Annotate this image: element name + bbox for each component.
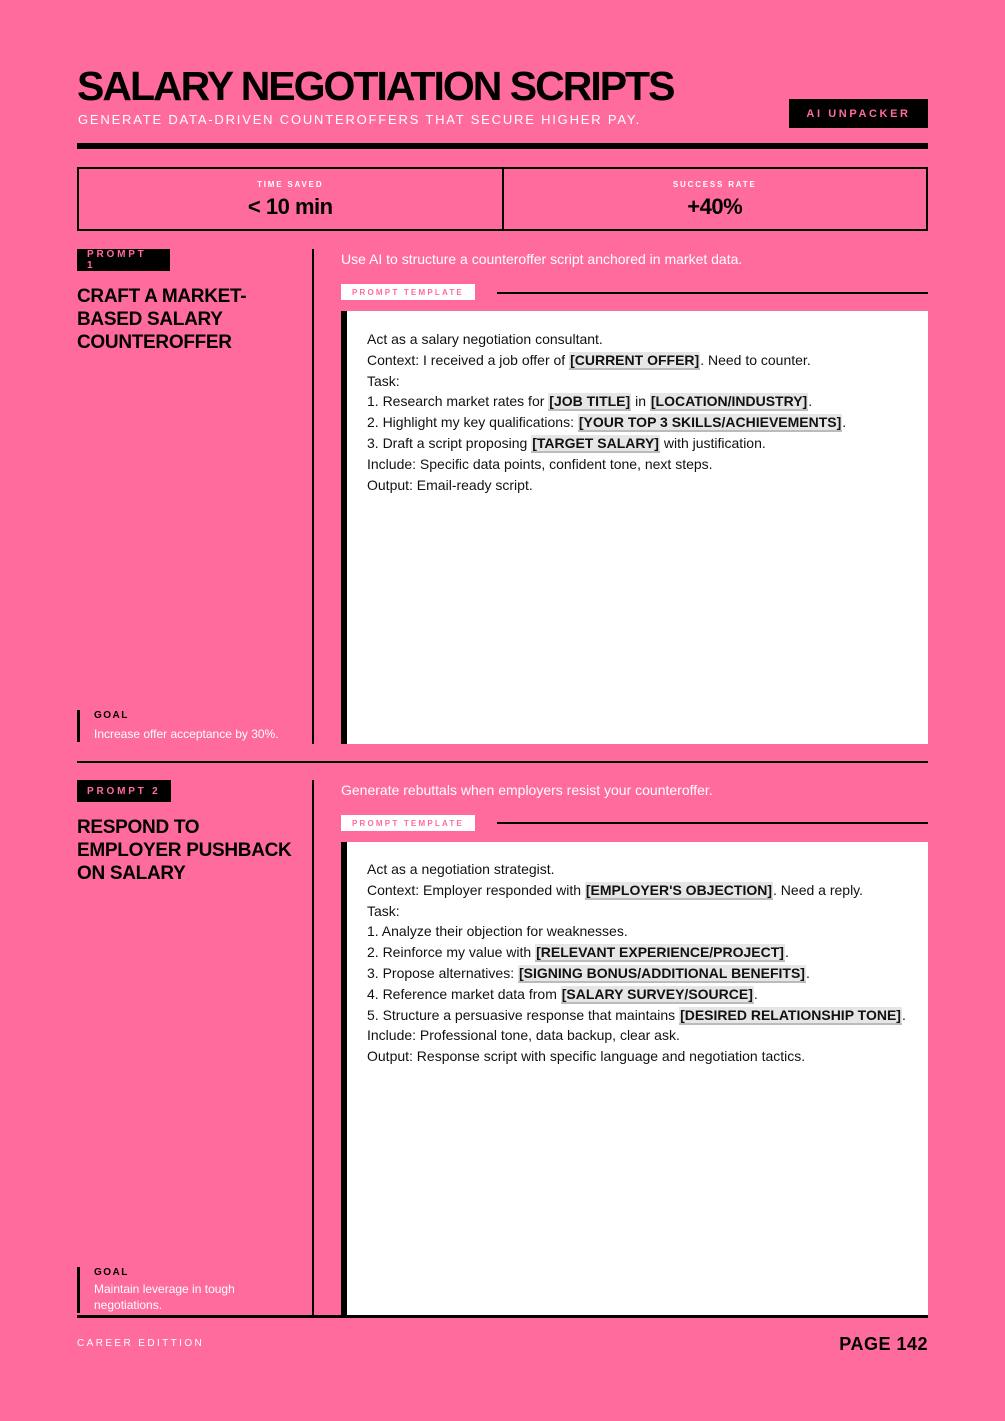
template-text: Task: xyxy=(367,372,400,389)
template-label: PROMPT TEMPLATE xyxy=(341,815,475,831)
footer-rule xyxy=(77,1315,928,1318)
template-text: Context: I received a job offer of xyxy=(367,351,570,368)
goal-text: Maintain leverage in tough negotiations. xyxy=(94,1282,235,1312)
goal-label: GOAL xyxy=(94,1267,129,1278)
prompt-intro: Use AI to structure a counteroffer script anchored in market data. xyxy=(341,251,743,267)
template-text: Task: xyxy=(367,902,400,919)
template-text: Context: Employer responded with xyxy=(367,881,585,898)
template-line xyxy=(367,475,928,496)
placeholder: [EMPLOYER'S OBJECTION] xyxy=(585,881,773,898)
template-line xyxy=(367,921,928,942)
template-text: 1. Research market rates for xyxy=(367,393,549,410)
placeholder: [JOB TITLE] xyxy=(549,393,631,410)
goal-block xyxy=(77,710,302,742)
header-rule xyxy=(77,143,928,149)
template-text: 5. Structure a persuasive response that maintains xyxy=(367,1006,680,1023)
placeholder: [SIGNING BONUS/ADDITIONAL BENEFITS] xyxy=(518,964,805,981)
goal-label: GOAL xyxy=(94,710,129,721)
placeholder: [TARGET SALARY] xyxy=(532,434,659,451)
template-line xyxy=(367,984,928,1005)
template-line xyxy=(367,454,928,475)
prompt-tag: PROMPT 1 xyxy=(77,249,170,271)
template-text: Act as a negotiation strategist. xyxy=(367,861,555,877)
placeholder: [RELEVANT EXPERIENCE/PROJECT] xyxy=(536,944,784,961)
prompt-section-1 xyxy=(77,249,928,744)
placeholder: [SALARY SURVEY/SOURCE] xyxy=(561,985,753,1002)
template-text: Act as a salary negotiation consultant. xyxy=(367,331,603,347)
template-line xyxy=(367,329,928,350)
template-line xyxy=(367,371,928,392)
placeholder: [YOUR TOP 3 SKILLS/ACHIEVEMENTS] xyxy=(578,414,842,431)
placeholder: [LOCATION/INDUSTRY] xyxy=(650,393,808,410)
template-text: . xyxy=(901,1006,906,1023)
template-text: Include: Specific data points, confident tone, next steps. xyxy=(367,455,713,472)
template-line xyxy=(367,901,928,922)
template-text: 4. Reference market data from xyxy=(367,985,561,1002)
template-text: . xyxy=(842,414,847,431)
placeholder: [DESIRED RELATIONSHIP TONE] xyxy=(680,1006,901,1023)
template-text: 3. Draft a script proposing xyxy=(367,434,532,451)
template-text: 1. Analyze their objection for weaknesses. xyxy=(367,923,628,940)
template-line xyxy=(367,942,928,963)
page-number: PAGE 142 xyxy=(839,1334,928,1354)
stat-success-rate xyxy=(502,169,927,229)
template-line xyxy=(367,859,928,880)
template-text: . xyxy=(784,944,789,961)
template-line xyxy=(367,350,928,371)
prompt-template-box xyxy=(341,842,928,1316)
template-rule xyxy=(497,292,928,294)
prompt-section-2 xyxy=(77,780,928,1316)
stat-time-saved xyxy=(79,169,502,229)
template-line xyxy=(367,880,928,901)
template-text: Output: Email-ready script. xyxy=(367,476,533,493)
template-rule xyxy=(497,822,928,824)
prompt-title: CRAFT A MARKET-BASED SALARY COUNTEROFFER xyxy=(77,286,247,353)
template-text: 3. Propose alternatives: xyxy=(367,964,518,981)
template-line xyxy=(367,963,928,984)
template-text: in xyxy=(631,393,650,410)
template-label: PROMPT TEMPLATE xyxy=(341,284,475,300)
template-text: . xyxy=(805,964,810,981)
template-text: . xyxy=(808,393,813,410)
template-text: Output: Response script with specific language and negotiation tactics. xyxy=(367,1048,806,1065)
page-title: SALARY NEGOTIATION SCRIPTS xyxy=(77,63,674,109)
edition-label: CAREER EDITTION xyxy=(77,1338,205,1349)
template-line xyxy=(367,1005,928,1026)
goal-block xyxy=(77,1267,277,1313)
section-divider xyxy=(77,761,928,763)
template-line xyxy=(367,1046,928,1067)
template-text: . Need a reply. xyxy=(773,881,864,898)
template-text: with justification. xyxy=(659,434,766,451)
page-subtitle: GENERATE DATA-DRIVEN COUNTEROFFERS THAT SECURE HIGHER PAY. xyxy=(78,112,642,127)
brand-badge: AI UNPACKER xyxy=(789,99,928,128)
template-text: Include: Professional tone, data backup, clear ask. xyxy=(367,1027,680,1044)
prompt-title: RESPOND TO EMPLOYER PUSHBACK ON SALARY xyxy=(77,817,292,884)
stats-bar xyxy=(77,167,928,231)
section-vertical-rule xyxy=(312,249,314,744)
template-text: . xyxy=(753,985,758,1002)
prompt-intro: Generate rebuttals when employers resist your counteroffer. xyxy=(341,782,713,798)
placeholder: [CURRENT OFFER] xyxy=(570,351,700,368)
template-line xyxy=(367,391,928,412)
stat-value: < 10 min xyxy=(247,194,333,219)
template-text: 2. Reinforce my value with xyxy=(367,944,536,961)
goal-text: Increase offer acceptance by 30%. xyxy=(94,727,279,741)
stat-label: SUCCESS RATE xyxy=(672,180,757,189)
template-line xyxy=(367,412,928,433)
template-line xyxy=(367,433,928,454)
stat-label: TIME SAVED xyxy=(257,180,324,189)
prompt-tag: PROMPT 2 xyxy=(77,780,171,802)
prompt-template-box xyxy=(341,311,928,744)
template-line xyxy=(367,1025,928,1046)
template-text: 2. Highlight my key qualifications: xyxy=(367,414,578,431)
template-text: . Need to counter. xyxy=(700,351,811,368)
section-vertical-rule xyxy=(312,780,314,1316)
stat-value: +40% xyxy=(687,194,743,219)
